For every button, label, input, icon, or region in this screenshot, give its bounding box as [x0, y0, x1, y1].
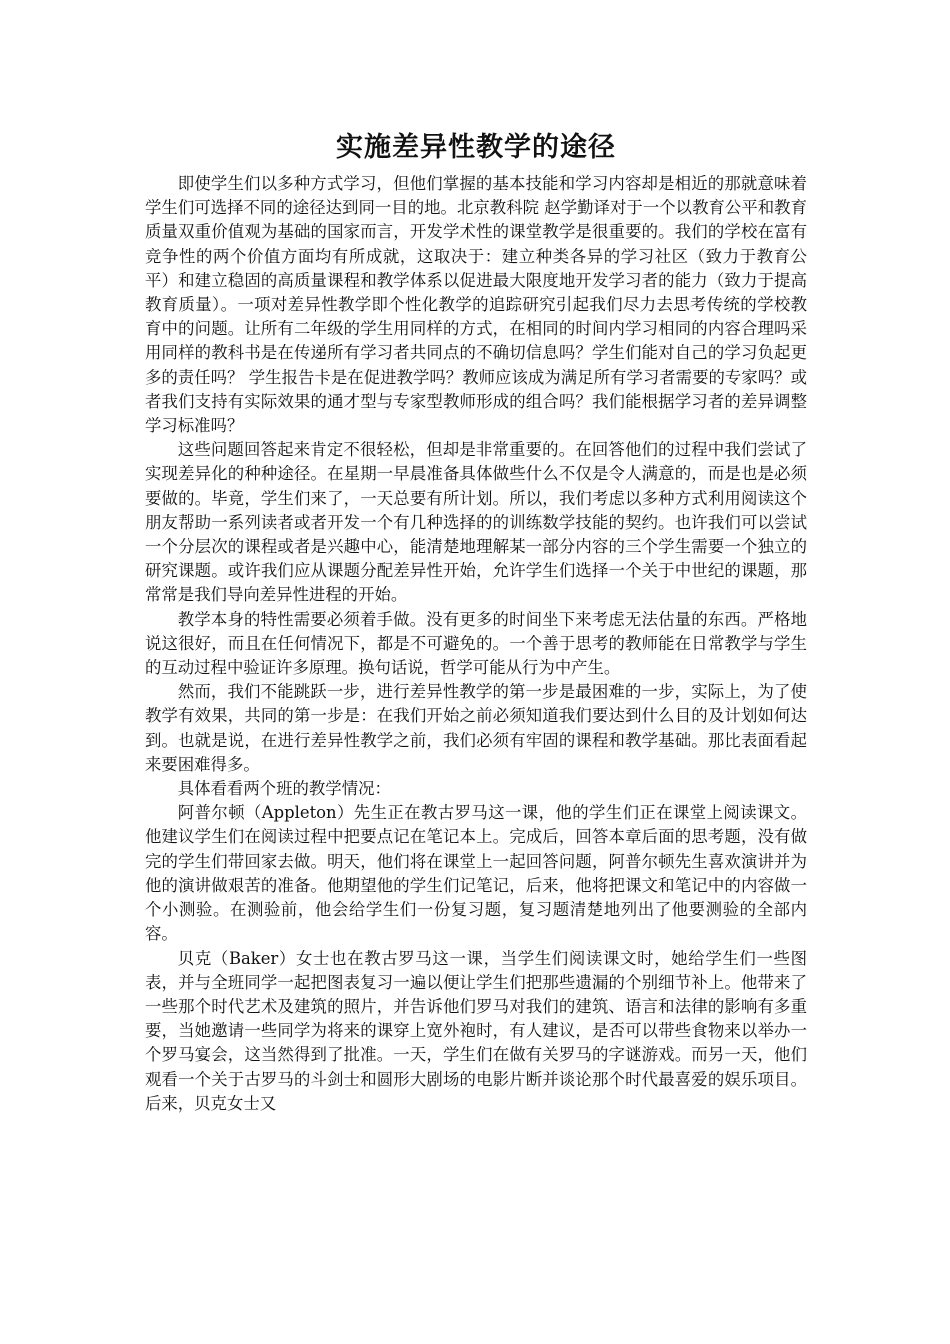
- paragraph: 教学本身的特性需要必须着手做。没有更多的时间坐下来考虑无法估量的东西。严格地说这很好，而且在任何情况下，都是不可避免的。一个善于思考的教师能在日常教学与学生的互动过程中验证许多原理。换句话说，哲学可能从行为中产生。: [145, 609, 807, 678]
- document-title: 实施差异性教学的途径: [336, 132, 616, 163]
- paragraph: 贝克（Baker）女士也在教古罗马这一课，当学生们阅读课文时，她给学生们一些图表，并与全班同学一起把图表复习一遍以便让学生们把那些遗漏的个别细节补上。他带来了一些那个时代艺术及建筑的照片，并告诉他们罗马对我们的建筑、语言和法律的影响有多重要，当她邀请一些同学为将来的课穿上宽外袍时，有人建议，是否可以带些食物来以举办一个罗马宴会，这当然得到了批准。一天，学生们在做有关罗马的字谜游戏。而另一天，他们观看一个关于古罗马的斗剑士和圆形大剧场的电影片断并谈论那个时代最喜爱的娱乐项目。后来，贝克女士又: [145, 948, 807, 1113]
- paragraph: 阿普尔顿（Appleton）先生正在教古罗马这一课，他的学生们正在课堂上阅读课文。他建议学生们在阅读过程中把要点记在笔记本上。完成后，回答本章后面的思考题，没有做完的学生们带回家去做。明天，他们将在课堂上一起回答问题，阿普尔顿先生喜欢演讲并为他的演讲做艰苦的准备。他期望他的学生们记笔记，后来，他将把课文和笔记中的内容做一个小测验。在测验前，他会给学生们一份复习题，复习题清楚地列出了他要测验的全部内容。: [145, 803, 807, 944]
- paragraph: 即使学生们以多种方式学习，但他们掌握的基本技能和学习内容却是相近的那就意味着学生们可选择不同的途径达到同一目的地。北京教科院 赵学勤译对于一个以教育公平和教育质量双重价值观为基础的国家而言，开发学术性的课堂教学是很重要的。我们的学校在富有竞争性的两个价值方面均有所成就，这取决于：建立种类各异的学习社区（致力于教育公平）和建立稳固的高质量课程和教学体系以促进最大限度地开发学习者的能力（致力于提高教育质量）。一项对差异性教学即个性化教学的追踪研究引起我们尽力去思考传统的学校教育中的问题。让所有二年级的学生用同样的方式，在相同的时间内学习相同的内容合理吗采用同样的教科书是在传递所有学习者共同点的不确切信息吗？学生们能对自己的学习负起更多的责任吗？ 学生报告卡是在促进教学吗？教师应该成为满足所有学习者需要的专家吗？或者我们支持有实际效果的通才型与专家型教师形成的组合吗？我们能根据学习者的差异调整学习标准吗？: [145, 174, 807, 436]
- paragraph: 具体看看两个班的教学情况：: [177, 779, 391, 799]
- document-page: [145, 128, 807, 1116]
- paragraph: 这些问题回答起来肯定不很轻松，但却是非常重要的。在回答他们的过程中我们尝试了实现差异化的种种途径。在星期一早晨准备具体做些什么不仅是令人满意的，而是也是必须要做的。毕竟，学生们来了，一天总要有所计划。所以，我们考虑以多种方式利用阅读这个朋友帮助一系列读者或者开发一个有几种选择的的训练数学技能的契约。也许我们可以尝试一个分层次的课程或者是兴趣中心，能清楚地理解某一部分内容的三个学生需要一个独立的研究课题。或许我们应从课题分配差异性开始，允许学生们选择一个关于中世纪的课题，那常常是我们导向差异性进程的开始。: [145, 440, 807, 605]
- paragraph: 然而，我们不能跳跃一步，进行差异性教学的第一步是最困难的一步，实际上，为了使教学有效果，共同的第一步是：在我们开始之前必须知道我们要达到什么目的及计划如何达到。也就是说，在进行差异性教学之前，我们必须有牢固的课程和教学基础。那比表面看起来要困难得多。: [145, 682, 807, 774]
